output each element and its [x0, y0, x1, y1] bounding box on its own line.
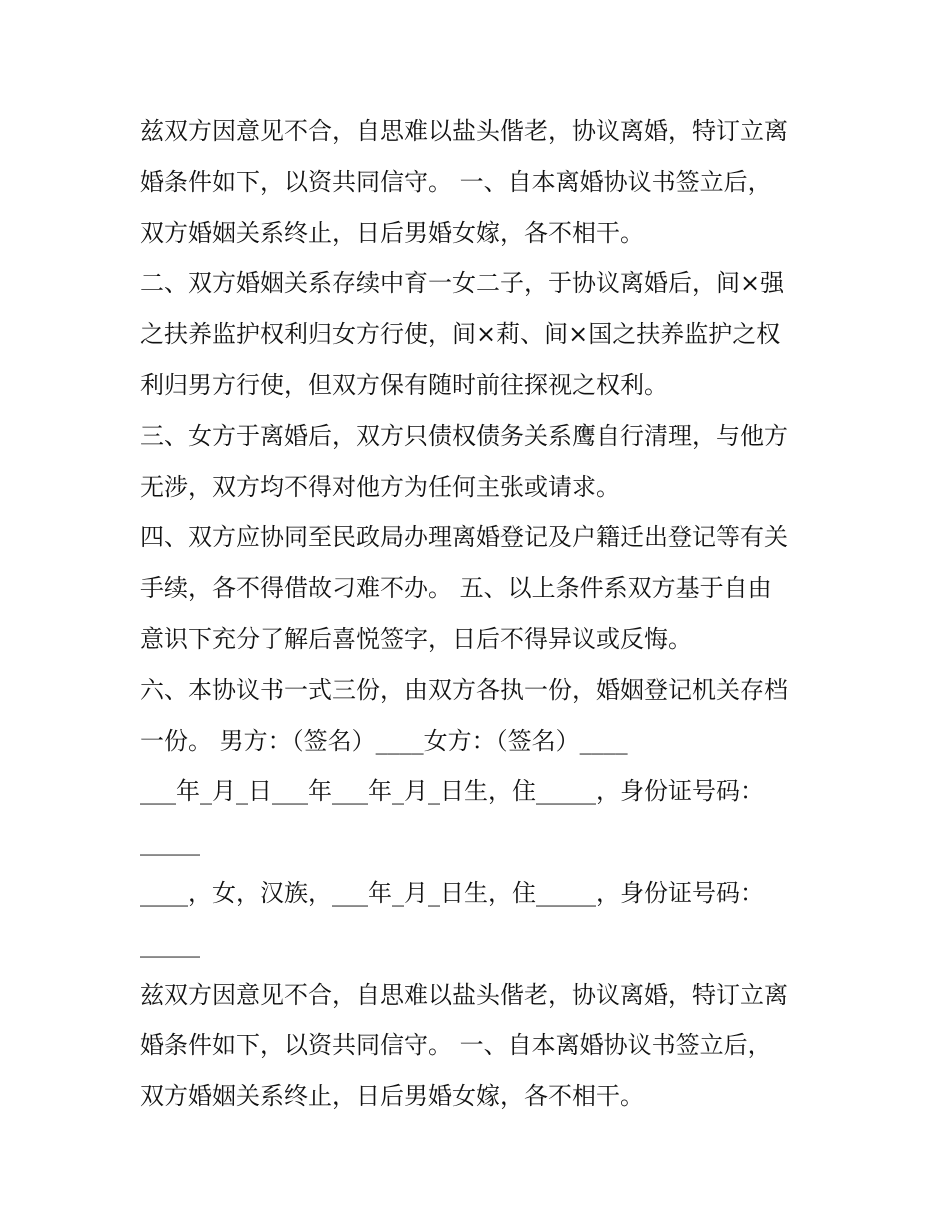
text-line: 兹双方因意见不合，自思难以盐头偕老，协议离婚，特订立离: [140, 117, 788, 145]
text-line: 无涉，双方均不得对他方为任何主张或请求。: [140, 472, 620, 501]
text-line: 利归男方行使，但双方保有随时前往探视之权利。: [140, 370, 668, 399]
paragraph-preamble-repeat: [140, 970, 820, 1122]
paragraph-clause-3: [140, 411, 820, 513]
text-line: 婚条件如下，以资共同信守。 一、自本离婚协议书签立后，: [140, 167, 772, 196]
text-line: ___年_月_日___年___年_月_日生，住_____，身份证号码：: [140, 777, 764, 806]
paragraph-clause-4-5: [140, 512, 820, 664]
text-line: 三、女方于离婚后，双方只债权债务关系鹰自行清理，与他方: [140, 421, 788, 450]
paragraph-female-party-info: [140, 868, 820, 970]
text-line: 意识下充分了解后喜悦签字，日后不得异议或反悔。: [140, 624, 692, 653]
paragraph-preamble: [140, 106, 820, 258]
text-line: 一份。 男方：（签名）____女方：（签名）____: [140, 726, 628, 755]
text-line: 双方婚姻关系终止，日后男婚女嫁，各不相干。: [140, 1082, 644, 1111]
text-line: 兹双方因意见不合，自思难以盐头偕老，协议离婚，特订立离: [140, 980, 788, 1009]
paragraph-clause-6-signatures: [140, 665, 820, 767]
text-line: _____: [140, 929, 200, 958]
text-line: 二、双方婚姻关系存续中育一女二子，于协议离婚后，间×强: [140, 269, 785, 298]
text-line: 四、双方应协同至民政局办理离婚登记及户籍迁出登记等有关: [140, 523, 788, 552]
document-body: [140, 106, 820, 1122]
paragraph-male-party-info: [140, 766, 820, 868]
text-line: 六、本协议书一式三份，由双方各执一份，婚姻登记机关存档: [140, 675, 788, 704]
text-line: 双方婚姻关系终止，日后男婚女嫁，各不相干。: [140, 218, 644, 247]
text-line: 之扶养监护权利归女方行使，间×莉、间×国之扶养监护之权: [140, 320, 781, 349]
text-line: _____: [140, 828, 200, 857]
paragraph-clause-2: [140, 258, 820, 410]
text-line: 婚条件如下，以资共同信守。 一、自本离婚协议书签立后，: [140, 1031, 772, 1060]
text-line: 手续，各不得借故刁难不办。 五、以上条件系双方基于自由: [140, 574, 772, 603]
text-line: ____，女，汉族，___年_月_日生，住_____，身份证号码：: [140, 878, 764, 907]
